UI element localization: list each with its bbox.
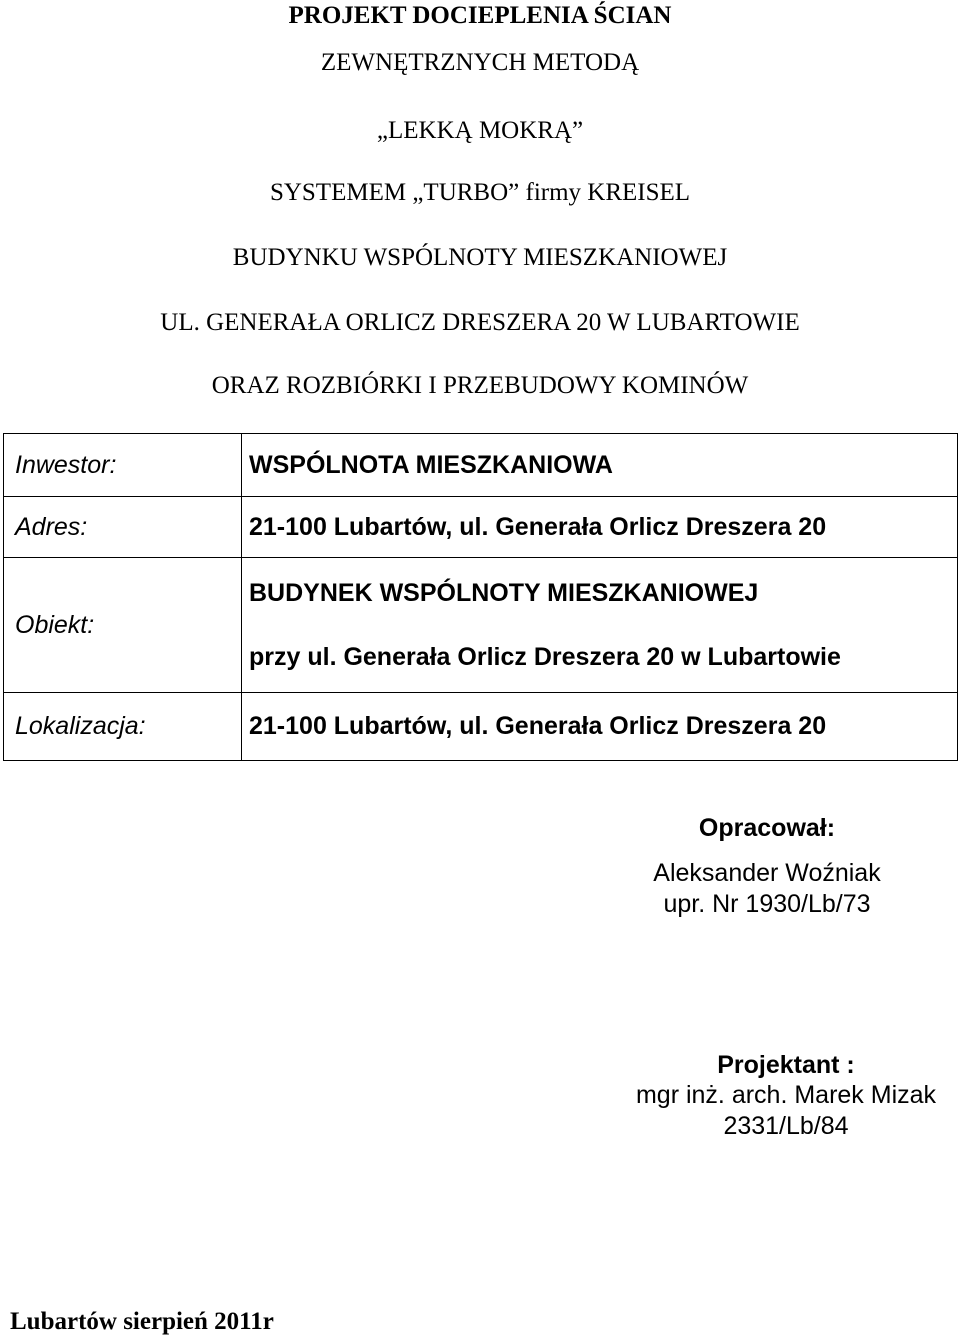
- object-row: [4, 558, 958, 693]
- designer-license: 2331/Lb/84: [723, 1112, 849, 1140]
- address-value: 21-100 Lubartów, ul. Generała Orlicz Dreszera 20: [242, 497, 958, 558]
- title-line-3: „LEKKĄ MOKRĄ”: [376, 117, 584, 144]
- project-info-table: [3, 433, 958, 761]
- prepared-by-heading: Opracował:: [698, 814, 836, 842]
- title-line-7: ORAZ ROZBIÓRKI I PRZEBUDOWY KOMINÓW: [211, 372, 749, 399]
- designer-block: [621, 1050, 951, 1142]
- object-label: Obiekt:: [4, 558, 242, 693]
- title-line-4: SYSTEMEM „TURBO” firmy KREISEL: [269, 179, 691, 206]
- location-value: 21-100 Lubartów, ul. Generała Orlicz Dreszera 20: [242, 693, 958, 761]
- object-value-line-2: przy ul. Generała Orlicz Dreszera 20 w Lubartowie: [249, 643, 841, 671]
- place-date: Lubartów sierpień 2011r: [10, 1308, 274, 1335]
- object-value: [242, 558, 958, 693]
- designer-name: mgr inż. arch. Marek Mizak: [635, 1081, 937, 1109]
- investor-label: Inwestor:: [4, 434, 242, 497]
- address-label: Adres:: [4, 497, 242, 558]
- location-row: [4, 693, 958, 761]
- prepared-by-name: Aleksander Woźniak: [653, 859, 881, 887]
- prepared-by-license: upr. Nr 1930/Lb/73: [663, 890, 871, 918]
- designer-heading: Projektant :: [717, 1051, 855, 1079]
- title-line-1: PROJEKT DOCIEPLENIA ŚCIAN: [288, 2, 672, 29]
- investor-value: WSPÓLNOTA MIESZKANIOWA: [242, 434, 958, 497]
- prepared-by-block: [617, 813, 917, 920]
- title-line-2: ZEWNĘTRZNYCH METODĄ: [320, 49, 640, 76]
- title-line-6: UL. GENERAŁA ORLICZ DRESZERA 20 W LUBARTOWIE: [160, 309, 800, 336]
- object-value-line-1: BUDYNEK WSPÓLNOTY MIESZKANIOWEJ: [249, 579, 759, 607]
- title-line-5: BUDYNKU WSPÓLNOTY MIESZKANIOWEJ: [232, 244, 728, 271]
- investor-row: [4, 434, 958, 497]
- address-row: [4, 497, 958, 558]
- location-label: Lokalizacja:: [4, 693, 242, 761]
